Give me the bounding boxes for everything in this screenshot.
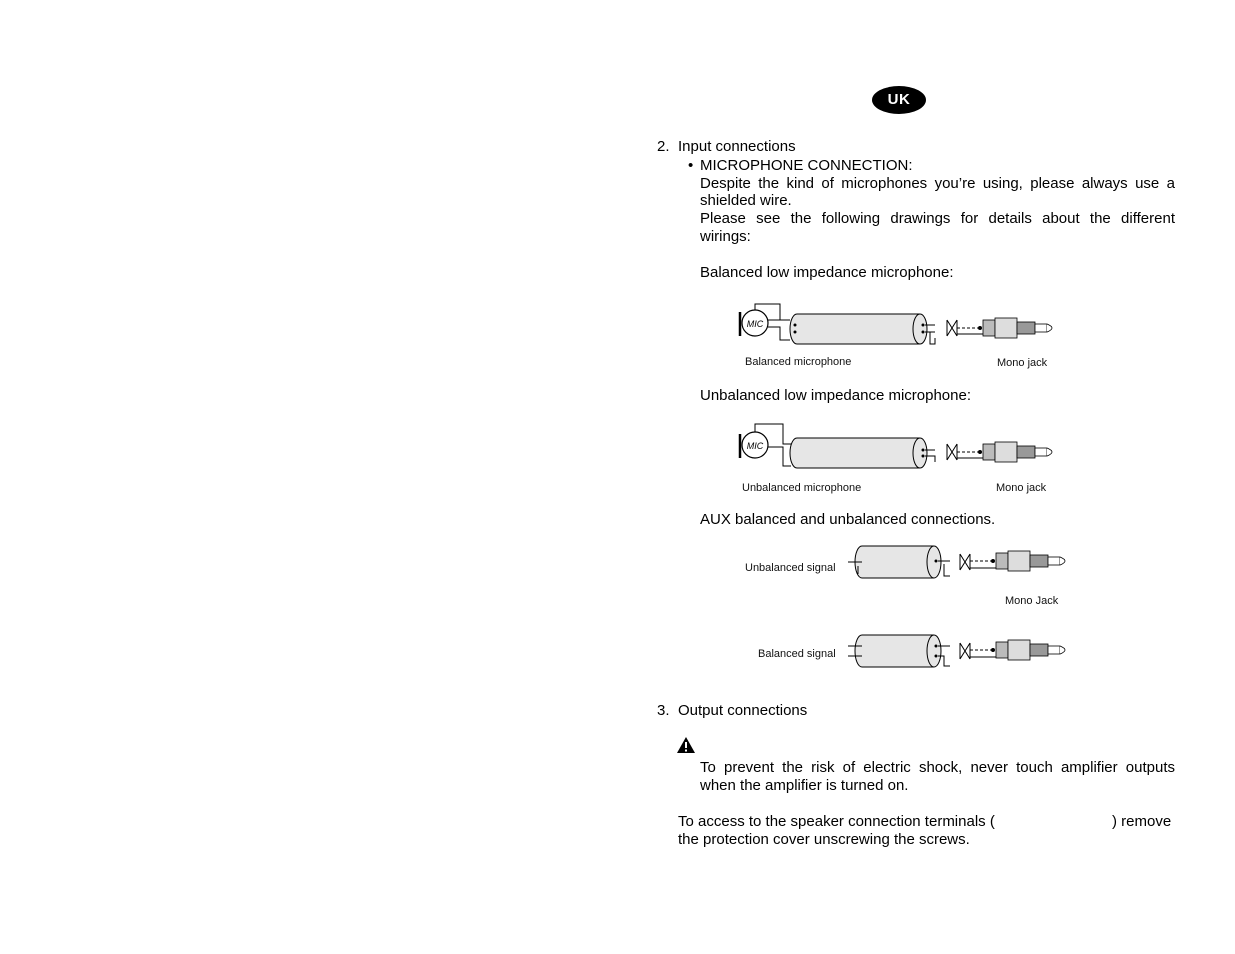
unbalanced-caption: Unbalanced low impedance microphone: — [700, 387, 971, 404]
mic-heading: MICROPHONE CONNECTION: — [700, 157, 913, 174]
bullet: • — [688, 157, 694, 174]
unbalanced-mic-diagram — [735, 422, 1065, 494]
aux-unbalanced-label: Unbalanced signal — [745, 562, 836, 574]
paragraph-1-line-2: shielded wire. — [700, 192, 792, 209]
access-line-1b: ) remove — [1112, 813, 1172, 830]
balanced-mic-right-label: Mono jack — [997, 357, 1048, 369]
language-badge: UK — [872, 86, 926, 114]
access-line-1a: To access to the speaker connection terminals ( — [678, 813, 995, 830]
access-line-2: the protection cover unscrewing the screws. — [678, 831, 970, 848]
unbalanced-mic-right-label: Mono jack — [996, 482, 1047, 494]
mic-label: MIC — [746, 441, 764, 451]
paragraph-2-line-2: wirings: — [700, 228, 751, 245]
mic-label: MIC — [746, 319, 764, 329]
warning-line-2: when the amplifier is turned on. — [700, 777, 909, 794]
aux-jack-label: Mono Jack — [1005, 595, 1059, 607]
paragraph-1-line-1: Despite the kind of microphones you’re using, please always use a — [700, 175, 1175, 192]
balanced-mic-left-label: Balanced microphone — [745, 356, 852, 368]
balanced-caption: Balanced low impedance microphone: — [700, 264, 954, 281]
section-2-number: 2. — [657, 138, 670, 155]
warning-line-1: To prevent the risk of electric shock, never touch amplifier outputs — [700, 759, 1175, 776]
unbalanced-mic-left-label: Unbalanced microphone — [742, 482, 862, 494]
aux-caption: AUX balanced and unbalanced connections. — [700, 511, 996, 528]
aux-balanced-label: Balanced signal — [758, 648, 836, 660]
section-3-title: Output connections — [678, 702, 808, 719]
balanced-mic-diagram — [735, 300, 1065, 372]
warning-triangle-icon — [676, 736, 696, 758]
section-2-title: Input connections — [678, 138, 796, 155]
aux-diagram — [740, 540, 1080, 675]
paragraph-2-line-1: Please see the following drawings for details about the different — [700, 210, 1175, 227]
section-3-number: 3. — [657, 702, 670, 719]
